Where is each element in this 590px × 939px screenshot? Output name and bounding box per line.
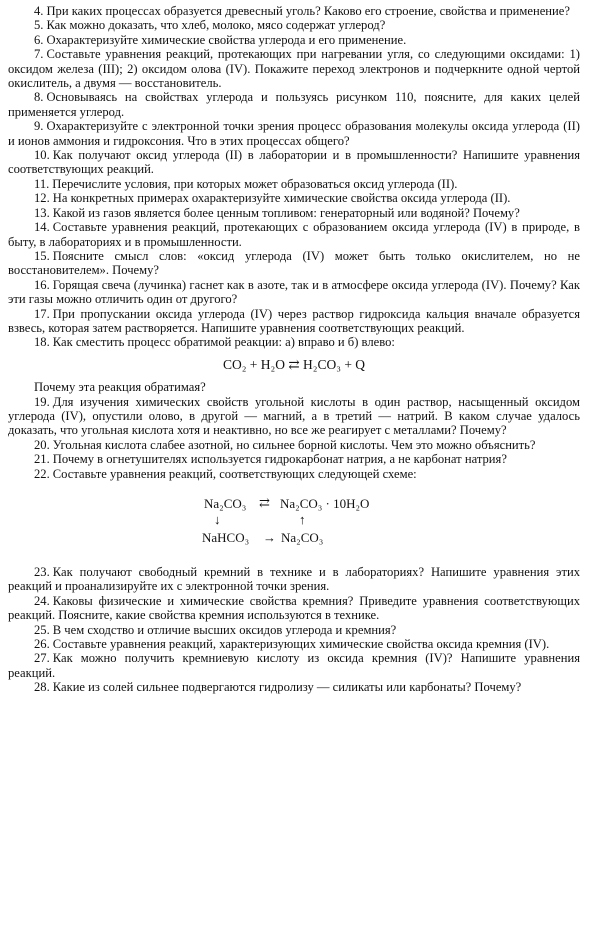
question-number: 21. (34, 452, 50, 467)
equilibrium-equation (8, 358, 580, 372)
question-text: При каких процессах образуется древесный уголь? Каково его строение, свойства и применение? (46, 4, 570, 18)
questions-block-top (8, 4, 580, 350)
question-number: 22. (34, 466, 50, 481)
scheme-equilibrium-arrow-icon: ⇄ (259, 495, 270, 510)
question-text: Охарактеризуйте химические свойства углерода и его применение. (46, 32, 407, 47)
question-number: 13. (34, 205, 50, 220)
scheme-up-arrow-icon: ↑ (299, 512, 306, 527)
question-text: Какой из газов является более ценным топливом: генераторный или водяной? Почему? (52, 205, 520, 220)
question-text: Как можно получить кремниевую кислоту из оксида кремния (IV)? Напишите уравнения реакций. (8, 651, 580, 680)
question-text: Как сместить процесс обратимой реакции: а) вправо и б) влево: (52, 335, 395, 350)
question-number: 12. (34, 191, 50, 206)
question-number: 20. (34, 437, 50, 452)
question-number: 6. (34, 32, 44, 47)
question-item (8, 651, 580, 680)
question-number: 24. (34, 593, 50, 608)
scheme-top-right: Na₂CO₃ · 10H₂O (280, 496, 370, 511)
question-number: 18. (34, 335, 50, 350)
question-item (8, 438, 580, 452)
reaction-scheme (8, 489, 580, 561)
question-text: Угольная кислота слабее азотной, но сильнее борной кислоты. Чем это можно объяснить? (52, 437, 536, 452)
equation-lhs: CO₂ + H₂O (222, 356, 285, 372)
question-item (8, 623, 580, 637)
question-item (8, 191, 580, 205)
question-item (8, 33, 580, 47)
question-item (8, 565, 580, 594)
equation-rhs: H₂CO₃ + Q (303, 356, 366, 372)
question-text: Поясните смысл слов: «оксид углерода (IV) может быть только окислителем, но не восстановителем». Почему? (8, 248, 580, 278)
question-text: Как можно доказать, что хлеб, молоко, мясо содержат углерод? (46, 18, 386, 33)
question-number: 28. (34, 680, 50, 695)
scheme-right-arrow-icon: → (263, 530, 276, 545)
question-number: 19. (34, 394, 50, 409)
question-item (8, 452, 580, 466)
question-item (8, 148, 580, 177)
question-number: 25. (34, 622, 50, 637)
question-item (8, 249, 580, 278)
question-item (8, 90, 580, 119)
question-number: 16. (34, 277, 50, 292)
question-text: Охарактеризуйте с электронной точки зрения процесс образования молекулы оксида углерода (II) и ионов аммония и гидроксония. Что в этих процессах общего? (8, 119, 580, 148)
question-text: Почему в огнетушителях используется гидрокарбонат натрия, а не карбонат натрия? (52, 452, 507, 467)
scheme-bottom-right: Na₂CO₃ (281, 530, 324, 545)
question-item (8, 177, 580, 191)
question-number: 10. (34, 148, 50, 163)
question-number: 15. (34, 248, 50, 263)
scheme-down-arrow-icon: ↓ (214, 512, 221, 527)
question-text: Как получают свободный кремний в технике и в лабораториях? Напишите уравнения этих реакций и проанализируйте их с электронной точки зрения. (8, 565, 580, 594)
scheme-top-left: Na₂CO₃ (204, 496, 247, 511)
question-text: Какие из солей сильнее подвергаются гидролизу — силикаты или карбонаты? Почему? (52, 680, 522, 695)
questions-block-middle (8, 395, 580, 481)
question-item (8, 335, 580, 349)
question-text: Горящая свеча (лучинка) гаснет как в азоте, так и в атмосфере оксида углерода (IV). Почему? Как эти газы можно отличить один от другого? (8, 277, 580, 307)
question-number: 7. (34, 47, 44, 62)
question-item (8, 220, 580, 249)
question-number: 26. (34, 637, 50, 652)
question-number: 4. (34, 4, 44, 18)
question-text: Составьте уравнения реакций, протекающих при нагревании угля, со следующими оксидами: 1) оксидом железа (III); 2) оксидом олова (IV). Покажите переход электронов и подчеркните одной чертой окислитель, а двумя — восстановитель. (8, 47, 580, 91)
questions-block-bottom (8, 565, 580, 695)
question-item (8, 119, 580, 148)
question-text: При пропускании оксида углерода (IV) через раствор гидроксида кальция вначале образуется взвесь, которая затем растворяется. Напишите уравнения соответствующих реакций. (8, 306, 580, 335)
question-item (8, 206, 580, 220)
question-number: 5. (34, 18, 44, 33)
question-item (8, 395, 580, 438)
question-number: 9. (34, 119, 44, 134)
question-number: 8. (34, 90, 44, 105)
question-number: 23. (34, 565, 50, 579)
question-text: Составьте уравнения реакций, характеризующих химические свойства оксида кремния (IV). (52, 637, 550, 652)
question-text: Как получают оксид углерода (II) в лаборатории и в промышленности? Напишите уравнения соответствующих реакций. (8, 148, 580, 177)
question-item (8, 637, 580, 651)
question-item (8, 18, 580, 32)
question-text: Для изучения химических свойств угольной кислоты в один раствор, насыщенный оксидом углерода (IV), опустили олово, в другой — магний, а в третий — натрий. В каком случае удалось доказать, что угольная кислота хотя и неактивно, но все же реагирует с металлами? Почему? (8, 394, 580, 438)
question-text: Перечислите условия, при которых может образоваться оксид углерода (II). (52, 176, 458, 191)
question-number: 17. (34, 306, 50, 321)
after-equation-text: Почему эта реакция обратимая? (34, 380, 206, 395)
question-number: 27. (34, 651, 50, 666)
question-number: 11. (34, 176, 50, 191)
question-item (8, 467, 580, 481)
question-text: В чем сходство и отличие высших оксидов углерода и кремния? (52, 622, 397, 637)
question-text: Составьте уравнения реакций, соответствующих следующей схеме: (52, 466, 417, 481)
question-text: Основываясь на свойствах углерода и пользуясь рисунком 110, поясните, для каких целей применяется углерод. (8, 90, 580, 119)
question-item (8, 47, 580, 90)
question-item (8, 4, 580, 18)
question-item (8, 307, 580, 336)
scheme-bottom-left: NaHCO₃ (202, 530, 250, 545)
question-text: На конкретных примерах охарактеризуйте химические свойства оксида углерода (II). (52, 191, 511, 206)
question-number: 14. (34, 220, 50, 235)
question-text: Каковы физические и химические свойства кремния? Приведите уравнения соответствующих реакций. Поясните, какие свойства кремния используются в технике. (8, 593, 580, 623)
equilibrium-arrow-icon: ⇄ (288, 356, 300, 372)
question-item (8, 278, 580, 307)
question-text: Составьте уравнения реакций, протекающих с образованием оксида углерода (IV) в природе, в быту, в лабораториях и в промышленности. (8, 220, 580, 249)
question-item (8, 594, 580, 623)
question-item (8, 680, 580, 694)
